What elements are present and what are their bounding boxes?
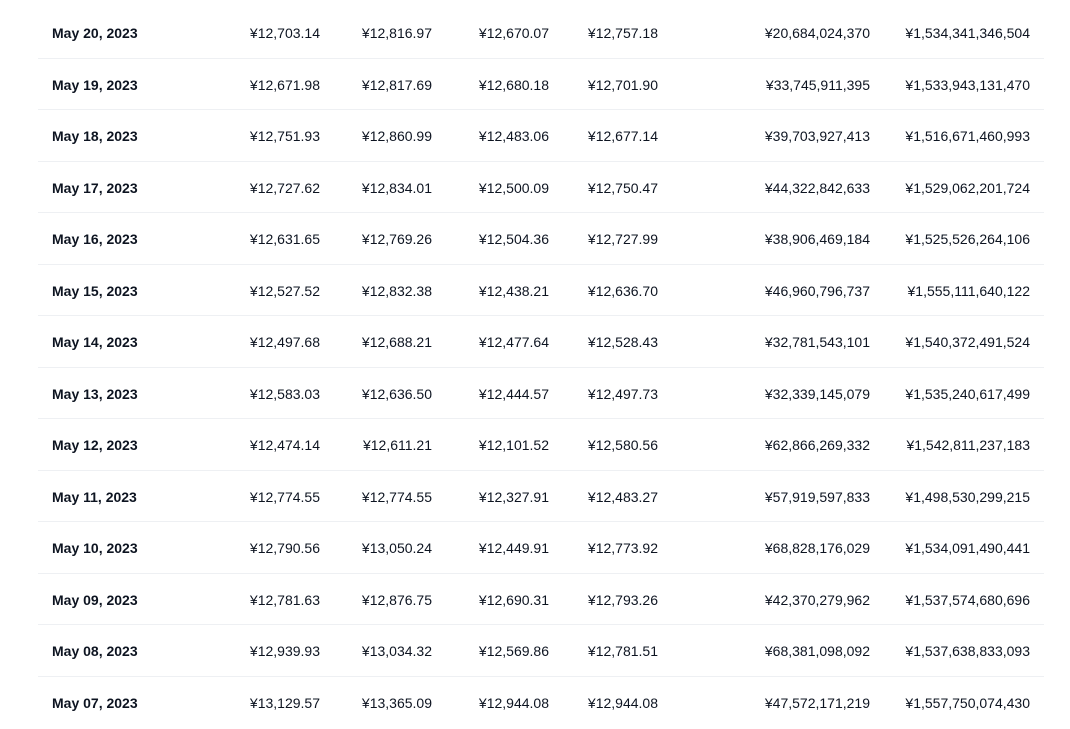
open-price-cell: ¥12,939.93 [249,643,320,659]
date-cell: May 08, 2023 [52,643,138,659]
date-cell: May 11, 2023 [52,488,137,505]
close-price-cell: ¥12,528.43 [587,334,658,350]
low-price-cell: ¥12,500.09 [478,179,549,196]
open-price-cell: ¥12,527.52 [249,282,320,299]
open-price-cell: ¥12,727.62 [249,179,320,196]
low-price-cell: ¥12,327.91 [478,488,549,505]
open-price-cell: ¥12,751.93 [249,128,320,144]
table-row [38,213,1044,265]
close-price-cell: ¥12,636.70 [587,282,658,299]
close-price-cell: ¥12,750.47 [587,179,658,196]
high-price-cell: ¥12,688.21 [361,334,432,350]
low-price-cell: ¥12,670.07 [478,25,549,41]
open-price-cell: ¥12,631.65 [249,231,320,247]
low-price-cell: ¥12,944.08 [478,694,549,711]
open-price-cell: ¥12,497.68 [249,334,320,350]
low-price-cell: ¥12,477.64 [478,334,549,350]
open-price-cell: ¥12,671.98 [249,76,320,93]
market-cap-cell: ¥1,525,526,264,106 [905,231,1030,247]
date-cell: May 10, 2023 [52,540,138,556]
high-price-cell: ¥12,860.99 [361,128,432,144]
close-price-cell: ¥12,483.27 [587,488,658,505]
date-cell: May 09, 2023 [52,591,138,608]
low-price-cell: ¥12,101.52 [478,437,549,453]
volume-cell: ¥44,322,842,633 [764,179,870,196]
date-cell: May 17, 2023 [52,179,138,196]
date-cell: May 18, 2023 [52,128,138,144]
open-price-cell: ¥12,790.56 [249,540,320,556]
high-price-cell: ¥12,832.38 [361,282,432,299]
table-row [38,265,1044,317]
open-price-cell: ¥13,129.57 [249,694,320,711]
high-price-cell: ¥12,636.50 [361,385,432,402]
table-row [38,59,1044,111]
close-price-cell: ¥12,580.56 [587,437,658,453]
close-price-cell: ¥12,773.92 [587,540,658,556]
high-price-cell: ¥12,817.69 [361,76,432,93]
date-cell: May 20, 2023 [52,25,138,41]
market-cap-cell: ¥1,555,111,640,122 [907,282,1030,299]
historical-data-table [38,7,1044,728]
market-cap-cell: ¥1,534,091,490,441 [905,540,1030,556]
table-row [38,162,1044,214]
low-price-cell: ¥12,483.06 [478,128,549,144]
close-price-cell: ¥12,781.51 [587,643,658,659]
date-cell: May 15, 2023 [52,282,138,299]
volume-cell: ¥32,339,145,079 [764,385,870,402]
open-price-cell: ¥12,781.63 [249,591,320,608]
volume-cell: ¥42,370,279,962 [764,591,870,608]
high-price-cell: ¥13,050.24 [361,540,432,556]
high-price-cell: ¥13,034.32 [361,643,432,659]
market-cap-cell: ¥1,540,372,491,524 [905,334,1030,350]
table-row [38,677,1044,729]
market-cap-cell: ¥1,557,750,074,430 [905,694,1030,711]
high-price-cell: ¥12,834.01 [361,179,432,196]
close-price-cell: ¥12,757.18 [587,25,658,41]
date-cell: May 16, 2023 [52,231,138,247]
market-cap-cell: ¥1,537,638,833,093 [905,643,1030,659]
close-price-cell: ¥12,944.08 [587,694,658,711]
table-row [38,7,1044,59]
market-cap-cell: ¥1,534,341,346,504 [905,25,1030,41]
table-row [38,110,1044,162]
open-price-cell: ¥12,703.14 [249,25,320,41]
volume-cell: ¥47,572,171,219 [764,694,870,711]
low-price-cell: ¥12,438.21 [478,282,549,299]
volume-cell: ¥38,906,469,184 [764,231,870,247]
open-price-cell: ¥12,474.14 [249,437,320,453]
date-cell: May 14, 2023 [52,334,138,350]
close-price-cell: ¥12,497.73 [587,385,658,402]
table-row [38,625,1044,677]
close-price-cell: ¥12,677.14 [587,128,658,144]
volume-cell: ¥39,703,927,413 [764,128,870,144]
high-price-cell: ¥12,816.97 [361,25,432,41]
table-row [38,316,1044,368]
market-cap-cell: ¥1,529,062,201,724 [905,179,1030,196]
market-cap-cell: ¥1,516,671,460,993 [905,128,1030,144]
volume-cell: ¥33,745,911,395 [765,76,870,93]
close-price-cell: ¥12,727.99 [587,231,658,247]
market-cap-cell: ¥1,533,943,131,470 [905,76,1030,93]
date-cell: May 07, 2023 [52,694,138,711]
volume-cell: ¥32,781,543,101 [764,334,870,350]
table-row [38,471,1044,523]
low-price-cell: ¥12,680.18 [478,76,549,93]
volume-cell: ¥62,866,269,332 [764,437,870,453]
volume-cell: ¥20,684,024,370 [764,25,870,41]
market-cap-cell: ¥1,498,530,299,215 [905,488,1030,505]
volume-cell: ¥46,960,796,737 [764,282,870,299]
date-cell: May 13, 2023 [52,385,138,402]
volume-cell: ¥57,919,597,833 [764,488,870,505]
close-price-cell: ¥12,701.90 [587,76,658,93]
date-cell: May 19, 2023 [52,76,138,93]
low-price-cell: ¥12,444.57 [478,385,549,402]
high-price-cell: ¥12,876.75 [361,591,432,608]
high-price-cell: ¥12,769.26 [361,231,432,247]
low-price-cell: ¥12,504.36 [478,231,549,247]
market-cap-cell: ¥1,535,240,617,499 [905,385,1030,402]
market-cap-cell: ¥1,537,574,680,696 [905,591,1030,608]
low-price-cell: ¥12,449.91 [478,540,549,556]
table-row [38,574,1044,626]
table-row [38,368,1044,420]
volume-cell: ¥68,381,098,092 [764,643,870,659]
low-price-cell: ¥12,569.86 [478,643,549,659]
open-price-cell: ¥12,583.03 [249,385,320,402]
date-cell: May 12, 2023 [52,437,138,453]
volume-cell: ¥68,828,176,029 [764,540,870,556]
table-row [38,522,1044,574]
low-price-cell: ¥12,690.31 [478,591,549,608]
open-price-cell: ¥12,774.55 [249,488,320,505]
high-price-cell: ¥12,774.55 [361,488,432,505]
high-price-cell: ¥12,611.21 [362,437,432,453]
close-price-cell: ¥12,793.26 [587,591,658,608]
table-row [38,419,1044,471]
market-cap-cell: ¥1,542,811,237,183 [906,437,1030,453]
high-price-cell: ¥13,365.09 [361,694,432,711]
